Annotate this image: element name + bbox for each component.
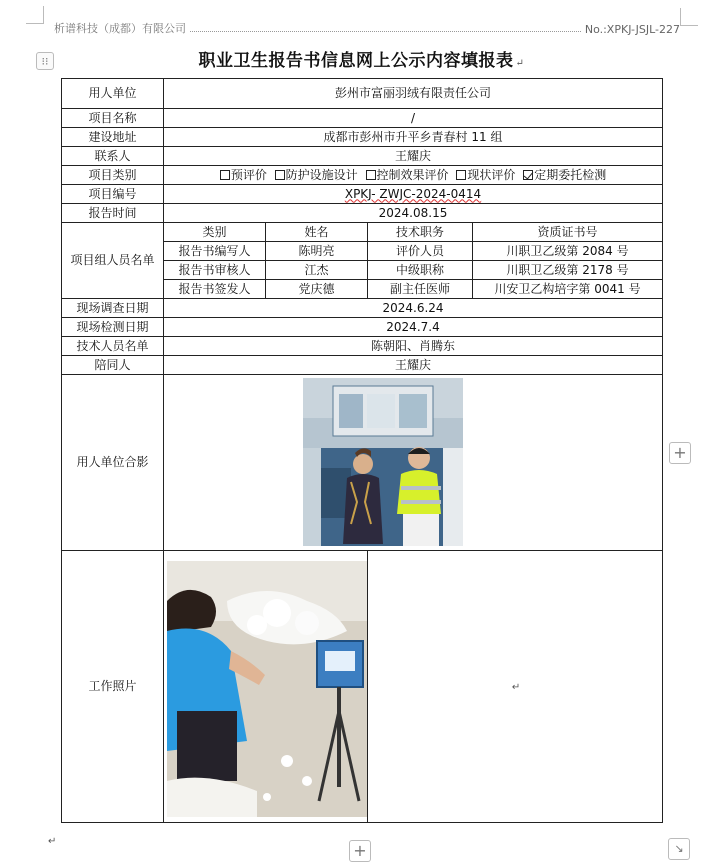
member-cert: 川职卫乙级第 2084 号 <box>473 242 663 261</box>
checkbox-icon[interactable] <box>366 170 376 180</box>
member-cert: 川安卫乙构培字第 0041 号 <box>473 280 663 299</box>
group-photo-label: 用人单位合影 <box>62 375 164 551</box>
header-company: 析谱科技（成都）有限公司 <box>54 22 186 35</box>
report-time-value: 2024.08.15 <box>164 204 663 223</box>
team-header-name: 姓名 <box>266 223 368 242</box>
category-option[interactable]: 预评价 <box>220 168 267 182</box>
table-move-handle[interactable]: ⁝⁝ <box>36 52 54 70</box>
checkbox-checked-icon[interactable] <box>523 170 533 180</box>
page-corner-mark-left <box>26 6 44 24</box>
contact-label: 联系人 <box>62 147 164 166</box>
contact-value: 王耀庆 <box>164 147 663 166</box>
add-row-button[interactable]: + <box>349 840 371 862</box>
header-dotted-leader <box>190 31 581 32</box>
member-name: 江杰 <box>266 261 368 280</box>
document-title-text: 职业卫生报告书信息网上公示内容填报表 <box>198 51 514 71</box>
address-label: 建设地址 <box>62 128 164 147</box>
add-column-button[interactable]: + <box>669 442 691 464</box>
work-photo-empty-cell <box>368 551 663 823</box>
project-no-value: XPKJ- ZWJC-2024-0414 <box>164 185 663 204</box>
escort-label: 陪同人 <box>62 356 164 375</box>
member-name: 党庆德 <box>266 280 368 299</box>
group-photo-image <box>303 378 463 546</box>
category-option[interactable]: 定期委托检测 <box>523 168 606 182</box>
project-no-label: 项目编号 <box>62 185 164 204</box>
checkbox-icon[interactable] <box>275 170 285 180</box>
page-header <box>54 18 680 36</box>
checkbox-icon[interactable] <box>220 170 230 180</box>
category-label: 项目类别 <box>62 166 164 185</box>
test-date-label: 现场检测日期 <box>62 318 164 337</box>
technicians-value: 陈朝阳、肖腾东 <box>164 337 663 356</box>
work-photo-label: 工作照片 <box>62 551 164 823</box>
team-header-role: 类别 <box>164 223 266 242</box>
category-option[interactable]: 防护设施设计 <box>275 168 358 182</box>
member-title: 中级职称 <box>368 261 473 280</box>
project-name-label: 项目名称 <box>62 109 164 128</box>
end-paragraph-mark-icon: ↵ <box>48 836 57 847</box>
category-option[interactable]: 现状评价 <box>456 168 515 182</box>
table-resize-handle[interactable]: ↘ <box>668 838 690 860</box>
member-name: 陈明亮 <box>266 242 368 261</box>
paragraph-mark-icon: ↵ <box>515 58 525 69</box>
member-role: 报告书签发人 <box>164 280 266 299</box>
member-title: 评价人员 <box>368 242 473 261</box>
employer-label: 用人单位 <box>62 79 164 109</box>
team-label: 项目组人员名单 <box>62 223 164 299</box>
group-photo-cell <box>164 375 663 551</box>
category-options <box>164 166 663 185</box>
test-date-value: 2024.7.4 <box>164 318 663 337</box>
member-cert: 川职卫乙级第 2178 号 <box>473 261 663 280</box>
paragraph-mark-icon: ↵ <box>511 681 521 693</box>
survey-date-value: 2024.6.24 <box>164 299 663 318</box>
report-time-label: 报告时间 <box>62 204 164 223</box>
header-doc-number: No.:XPKJ-JSJL-227 <box>584 23 680 36</box>
disclosure-form-table <box>61 78 663 823</box>
work-photo-cell <box>164 551 368 823</box>
document-title <box>61 46 662 72</box>
technicians-label: 技术人员名单 <box>62 337 164 356</box>
work-photo-image <box>167 561 367 817</box>
member-role: 报告书审核人 <box>164 261 266 280</box>
team-header-cert: 资质证书号 <box>473 223 663 242</box>
survey-date-label: 现场调查日期 <box>62 299 164 318</box>
member-title: 副主任医师 <box>368 280 473 299</box>
address-value: 成都市彭州市升平乡青春村 11 组 <box>164 128 663 147</box>
employer-value: 彭州市富丽羽绒有限责任公司 <box>164 79 663 109</box>
page-corner-mark-right <box>680 8 698 26</box>
category-option[interactable]: 控制效果评价 <box>366 168 449 182</box>
escort-value: 王耀庆 <box>164 356 663 375</box>
project-name-value: / <box>164 109 663 128</box>
member-role: 报告书编写人 <box>164 242 266 261</box>
team-header-title: 技术职务 <box>368 223 473 242</box>
checkbox-icon[interactable] <box>456 170 466 180</box>
